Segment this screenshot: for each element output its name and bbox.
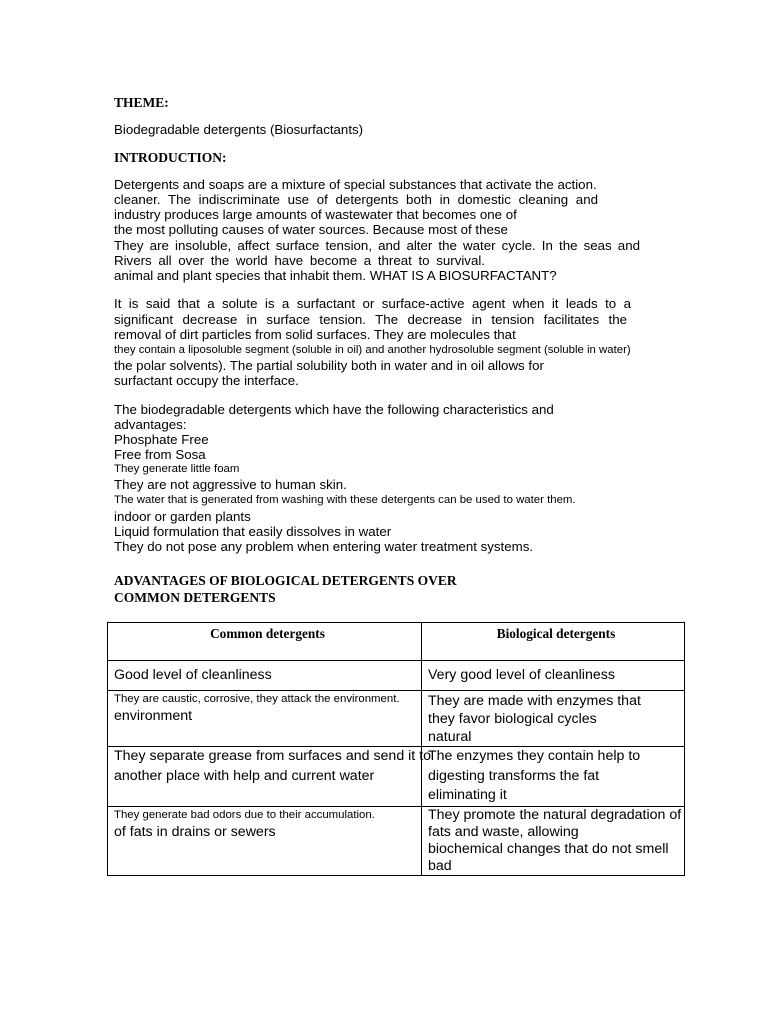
heading-line: ADVANTAGES OF BIOLOGICAL DETERGENTS OVER: [114, 573, 457, 588]
cell-text: They generate bad odors due to their accumulation.: [114, 808, 375, 821]
common-cell: [108, 661, 422, 691]
table-row: [108, 806, 685, 875]
paragraph-line: industry produces large amounts of wastewater that becomes one of: [114, 207, 517, 222]
table-row: [108, 691, 685, 747]
cell-text: another place with help and current water: [114, 767, 375, 784]
list-item: Liquid formulation that easily dissolves in water: [114, 524, 392, 539]
table-row: [108, 661, 685, 691]
list-item: They do not pose any problem when entering water treatment systems.: [114, 539, 534, 554]
cell-text: fats and waste, allowing: [428, 823, 579, 840]
cell-text: environment: [114, 708, 193, 724]
cell-text: digesting transforms the fat: [428, 767, 600, 784]
biological-cell: [422, 661, 685, 691]
list-item: The water that is generated from washing with these detergents can be used to water them.: [114, 494, 576, 506]
cell-text: of fats in drains or sewers: [114, 823, 276, 840]
paragraph-line: It is said that a solute is a surfactant or surface-active agent when it leads to a: [114, 296, 631, 311]
paragraph-line: surfactant occupy the interface.: [114, 373, 299, 388]
common-cell: [108, 691, 422, 747]
paragraph-line: Rivers all over the world have become a threat to survival.: [114, 253, 485, 268]
theme-text: Biodegradable detergents (Biosurfactants): [114, 122, 364, 137]
list-item: Phosphate Free: [114, 432, 209, 447]
cell-text: bad: [428, 857, 452, 874]
paragraph-line: Detergents and soaps are a mixture of special substances that activate the action.: [114, 177, 597, 192]
paragraph-line: removal of dirt particles from solid surfaces. They are molecules that: [114, 327, 516, 342]
paragraph-line: The biodegradable detergents which have the following characteristics and: [114, 402, 554, 417]
list-item: They are not aggressive to human skin.: [114, 477, 347, 492]
comparison-table: [107, 622, 685, 876]
column-header-common: Common detergents: [108, 623, 422, 661]
biological-cell: [422, 747, 685, 807]
paragraph-line: the most polluting causes of water sources. Because most of these: [114, 222, 508, 237]
cell-text: eliminating it: [428, 787, 507, 803]
cell-text: they favor biological cycles: [428, 711, 597, 727]
paragraph-line: the polar solvents). The partial solubility both in water and in oil allows for: [114, 358, 544, 373]
cell-text: natural: [428, 729, 472, 745]
cell-text: biochemical changes that do not smell: [428, 840, 669, 857]
paragraph-line: significant decrease in surface tension. The decrease in tension facilitates the: [114, 312, 627, 327]
biological-cell: [422, 806, 685, 875]
common-cell: [108, 806, 422, 875]
list-item: indoor or garden plants: [114, 509, 251, 524]
list-item: Free from Sosa: [114, 447, 206, 462]
theme-heading: THEME:: [114, 95, 169, 110]
introduction-heading: INTRODUCTION:: [114, 150, 227, 165]
paragraph-line: They are insoluble, affect surface tension, and alter the water cycle. In the seas and: [114, 238, 640, 253]
paragraph-line: they contain a liposoluble segment (soluble in oil) and another hydrosoluble segment (soluble in water): [114, 344, 631, 356]
cell-text: They separate grease from surfaces and send it to: [114, 748, 432, 764]
cell-text: They are made with enzymes that: [428, 693, 641, 709]
list-item: They generate little foam: [114, 463, 240, 475]
table-header-row: [108, 623, 685, 661]
paragraph-line: animal and plant species that inhabit them. WHAT IS A BIOSURFACTANT?: [114, 268, 557, 283]
table-row: [108, 747, 685, 807]
heading-line: COMMON DETERGENTS: [114, 590, 276, 605]
cell-text: They are caustic, corrosive, they attack the environment.: [114, 693, 400, 705]
cell-text: Very good level of cleanliness: [428, 667, 615, 683]
column-header-biological: Biological detergents: [422, 623, 685, 661]
paragraph-line: advantages:: [114, 417, 187, 432]
cell-text: Good level of cleanliness: [114, 667, 272, 683]
common-cell: [108, 747, 432, 807]
cell-text: They promote the natural degradation of: [428, 806, 682, 823]
biological-cell: [422, 691, 685, 747]
paragraph-line: cleaner. The indiscriminate use of detergents both in domestic cleaning and: [114, 192, 598, 207]
cell-text: The enzymes they contain help to: [428, 748, 641, 764]
